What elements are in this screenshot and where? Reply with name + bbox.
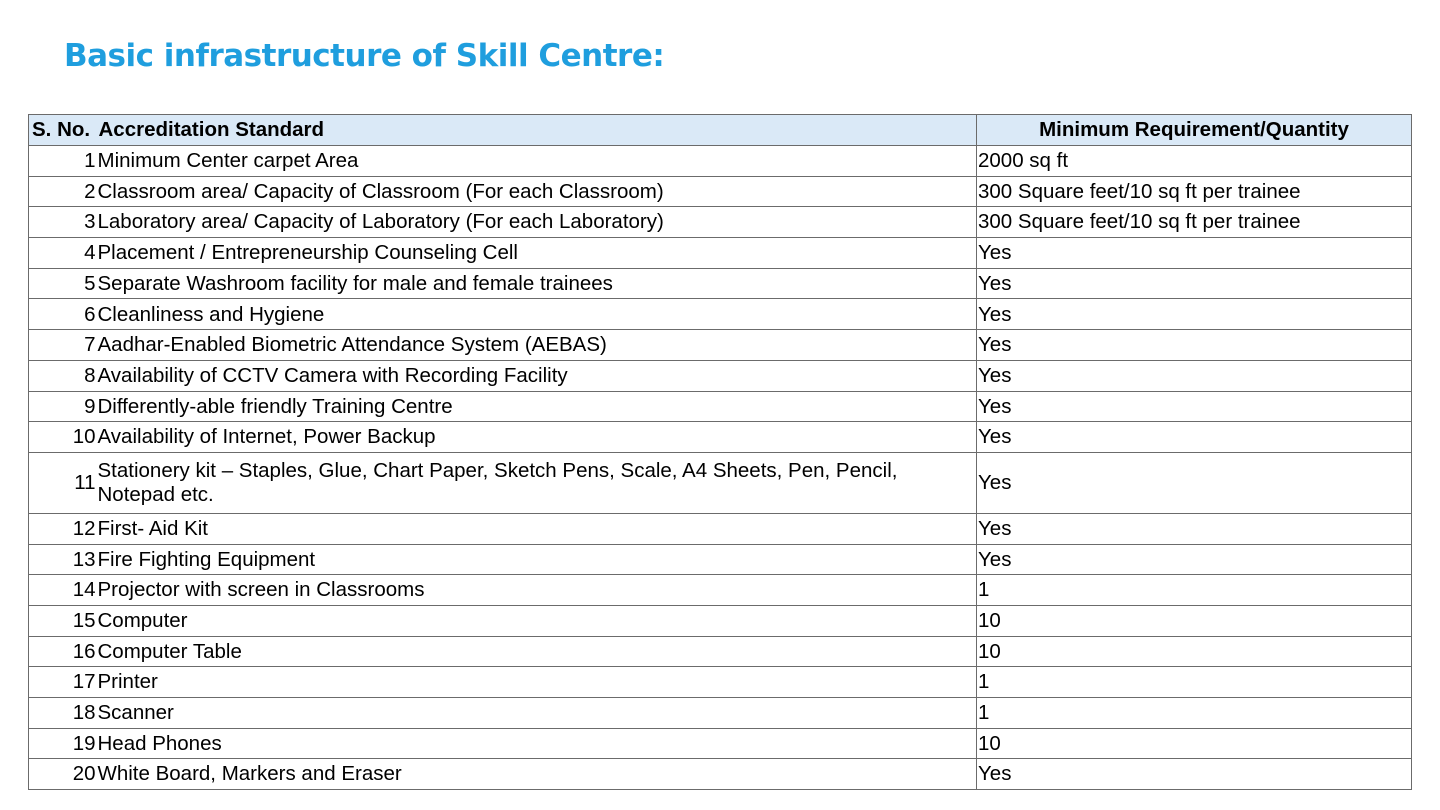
row-sno: 4 [29,238,97,269]
table-row [29,667,1412,698]
row-sno: 5 [29,268,97,299]
row-accreditation-standard: Head Phones [97,728,977,759]
table-row [29,544,1412,575]
row-accreditation-standard: Minimum Center carpet Area [97,146,977,177]
row-minimum-requirement: Yes [977,544,1412,575]
row-accreditation-standard: Printer [97,667,977,698]
table-row [29,698,1412,729]
row-minimum-requirement: 300 Square feet/10 sq ft per trainee [977,176,1412,207]
table-row [29,360,1412,391]
row-sno: 10 [29,422,97,453]
row-minimum-requirement: 1 [977,575,1412,606]
row-minimum-requirement: 1 [977,698,1412,729]
row-accreditation-standard: White Board, Markers and Eraser [97,759,977,790]
row-accreditation-standard: Differently-able friendly Training Centre [97,391,977,422]
row-minimum-requirement: Yes [977,759,1412,790]
row-accreditation-standard: Cleanliness and Hygiene [97,299,977,330]
row-sno: 6 [29,299,97,330]
table-row [29,330,1412,361]
row-accreditation-standard: Laboratory area/ Capacity of Laboratory (For each Laboratory) [97,207,977,238]
row-minimum-requirement: Yes [977,238,1412,269]
row-accreditation-standard: Computer [97,605,977,636]
row-sno: 8 [29,360,97,391]
row-minimum-requirement: Yes [977,360,1412,391]
row-sno: 13 [29,544,97,575]
table-row [29,728,1412,759]
row-accreditation-standard: Scanner [97,698,977,729]
row-accreditation-standard: Availability of CCTV Camera with Recording Facility [97,360,977,391]
table-body [29,146,1412,790]
table-header-row [29,115,1412,146]
row-accreditation-standard: Computer Table [97,636,977,667]
header-sno: S. No. [29,115,97,146]
table-row [29,422,1412,453]
header-accreditation-standard: Accreditation Standard [97,115,977,146]
row-accreditation-standard: Classroom area/ Capacity of Classroom (For each Classroom) [97,176,977,207]
header-minimum-requirement: Minimum Requirement/Quantity [977,115,1412,146]
row-accreditation-standard: Stationery kit – Staples, Glue, Chart Paper, Sketch Pens, Scale, A4 Sheets, Pen, Pencil, Notepad etc. [97,452,977,513]
row-sno: 12 [29,513,97,544]
row-minimum-requirement: Yes [977,513,1412,544]
table-row [29,176,1412,207]
row-sno: 9 [29,391,97,422]
row-sno: 16 [29,636,97,667]
row-sno: 15 [29,605,97,636]
row-accreditation-standard: Fire Fighting Equipment [97,544,977,575]
row-minimum-requirement: 10 [977,728,1412,759]
row-minimum-requirement: 10 [977,605,1412,636]
table-row [29,605,1412,636]
row-minimum-requirement: Yes [977,452,1412,513]
table-row [29,452,1412,513]
row-sno: 7 [29,330,97,361]
row-sno: 20 [29,759,97,790]
page-title: Basic infrastructure of Skill Centre: [64,38,665,74]
row-sno: 1 [29,146,97,177]
table-row [29,575,1412,606]
row-minimum-requirement: 1 [977,667,1412,698]
infrastructure-table [28,114,1412,790]
table-row [29,391,1412,422]
row-sno: 2 [29,176,97,207]
row-minimum-requirement: Yes [977,299,1412,330]
row-sno: 3 [29,207,97,238]
row-accreditation-standard: Aadhar-Enabled Biometric Attendance System (AEBAS) [97,330,977,361]
table-row [29,513,1412,544]
row-accreditation-standard: Projector with screen in Classrooms [97,575,977,606]
row-accreditation-standard: First- Aid Kit [97,513,977,544]
row-sno: 18 [29,698,97,729]
table-row [29,238,1412,269]
table-row [29,636,1412,667]
row-minimum-requirement: Yes [977,422,1412,453]
row-sno: 17 [29,667,97,698]
row-sno: 19 [29,728,97,759]
row-minimum-requirement: Yes [977,330,1412,361]
table-row [29,146,1412,177]
table-row [29,207,1412,238]
row-minimum-requirement: 300 Square feet/10 sq ft per trainee [977,207,1412,238]
row-minimum-requirement: Yes [977,391,1412,422]
table-row [29,268,1412,299]
row-minimum-requirement: Yes [977,268,1412,299]
row-accreditation-standard: Placement / Entrepreneurship Counseling Cell [97,238,977,269]
table-row [29,299,1412,330]
row-minimum-requirement: 2000 sq ft [977,146,1412,177]
table-row [29,759,1412,790]
row-sno: 11 [29,452,97,513]
infrastructure-table-container [28,114,1411,790]
row-accreditation-standard: Availability of Internet, Power Backup [97,422,977,453]
row-accreditation-standard: Separate Washroom facility for male and female trainees [97,268,977,299]
row-sno: 14 [29,575,97,606]
row-minimum-requirement: 10 [977,636,1412,667]
